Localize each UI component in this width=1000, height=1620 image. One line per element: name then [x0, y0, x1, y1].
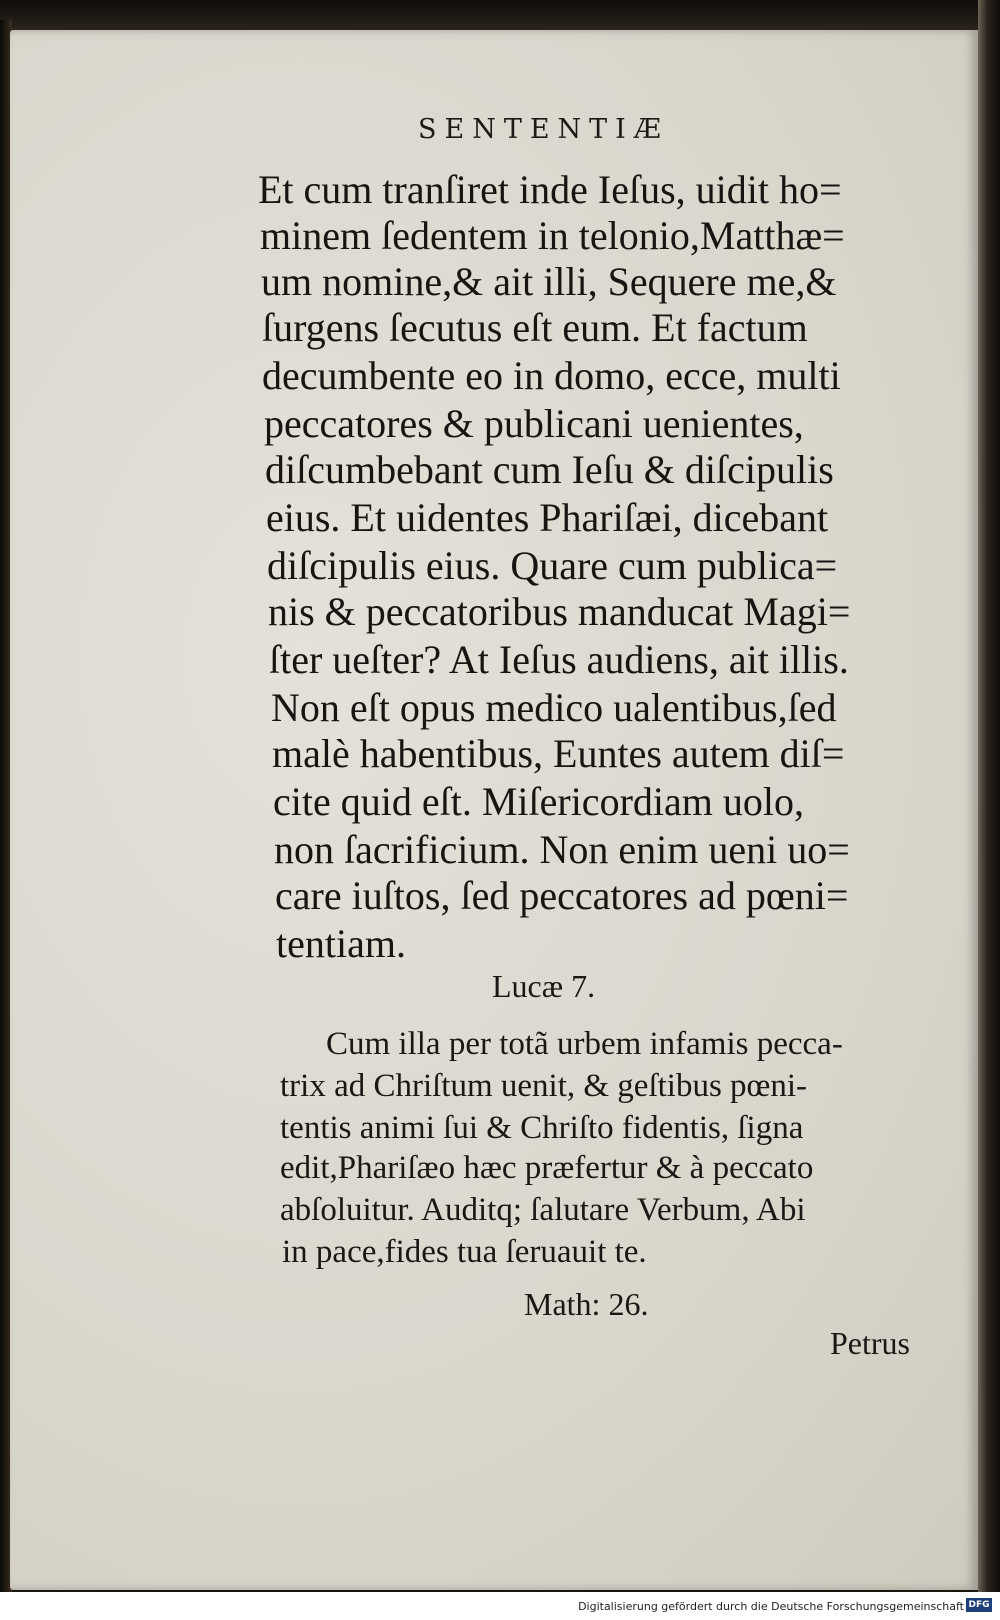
main-text-line: Non eſt opus medico ualentibus,ſed [271, 685, 837, 730]
main-text-line: diſcumbebant cum Ieſu & diſcipulis [265, 447, 834, 492]
main-text-line: nis & peccatoribus manducat Magi= [268, 589, 851, 634]
main-text-line: minem ſedentem in telonio,Matthæ= [260, 213, 845, 258]
summary-text-line: Cum illa per totã urbem infamis pecca- [326, 1026, 843, 1062]
summary-text-line: in pace,fides tua ſeruauit te. [282, 1234, 647, 1270]
summary-text-line: edit,Phariſæo hæc præfertur & à peccato [280, 1150, 814, 1186]
book-edge-right [978, 0, 1000, 1592]
running-head: SENTENTIÆ [418, 114, 669, 145]
main-text-line: ſter ueſter? At Ieſus audiens, ait illis. [269, 637, 849, 682]
main-text-line: peccatores & publicani uenientes, [264, 401, 804, 446]
catchword: Petrus [830, 1325, 910, 1361]
main-text-line: eius. Et uidentes Phariſæi, dicebant [266, 495, 829, 540]
reference-heading: Math: 26. [524, 1286, 649, 1322]
main-text-line: cite quid eſt. Miſericordiam uolo, [273, 779, 804, 824]
dfg-logo-icon: DFG [966, 1598, 992, 1612]
main-text-line: ſurgens ſecutus eſt eum. Et factum [262, 305, 808, 350]
section-heading: Lucæ 7. [492, 968, 596, 1004]
main-text-line: decumbente eo in domo, ecce, multi [262, 353, 841, 398]
main-text-line: um nomine,& ait illi, Sequere me,& [261, 259, 837, 304]
main-text-line: tentiam. [276, 921, 406, 966]
main-text-line: non ſacrificium. Non enim ueni uo= [274, 827, 850, 872]
main-text-line: care iuſtos, ſed peccatores ad pœni= [275, 873, 849, 918]
main-text-line: malè habentibus, Euntes autem diſ= [272, 731, 845, 776]
book-edge-top [0, 0, 1000, 30]
summary-text-line: trix ad Chriſtum uenit, & geſtibus pœni- [280, 1068, 808, 1104]
footer-credit: Digitalisierung gefördert durch die Deutsche Forschungsgemeinschaft [578, 1600, 964, 1613]
main-text-line: diſcipulis eius. Quare cum publica= [267, 543, 838, 588]
summary-text-line: abſoluitur. Auditq; ſalutare Verbum, Abi [280, 1192, 806, 1228]
summary-text-line: tentis animi ſui & Chriſto fidentis, ſigna [280, 1110, 804, 1146]
main-text-line: Et cum tranſiret inde Ieſus, uidit ho= [258, 167, 842, 212]
